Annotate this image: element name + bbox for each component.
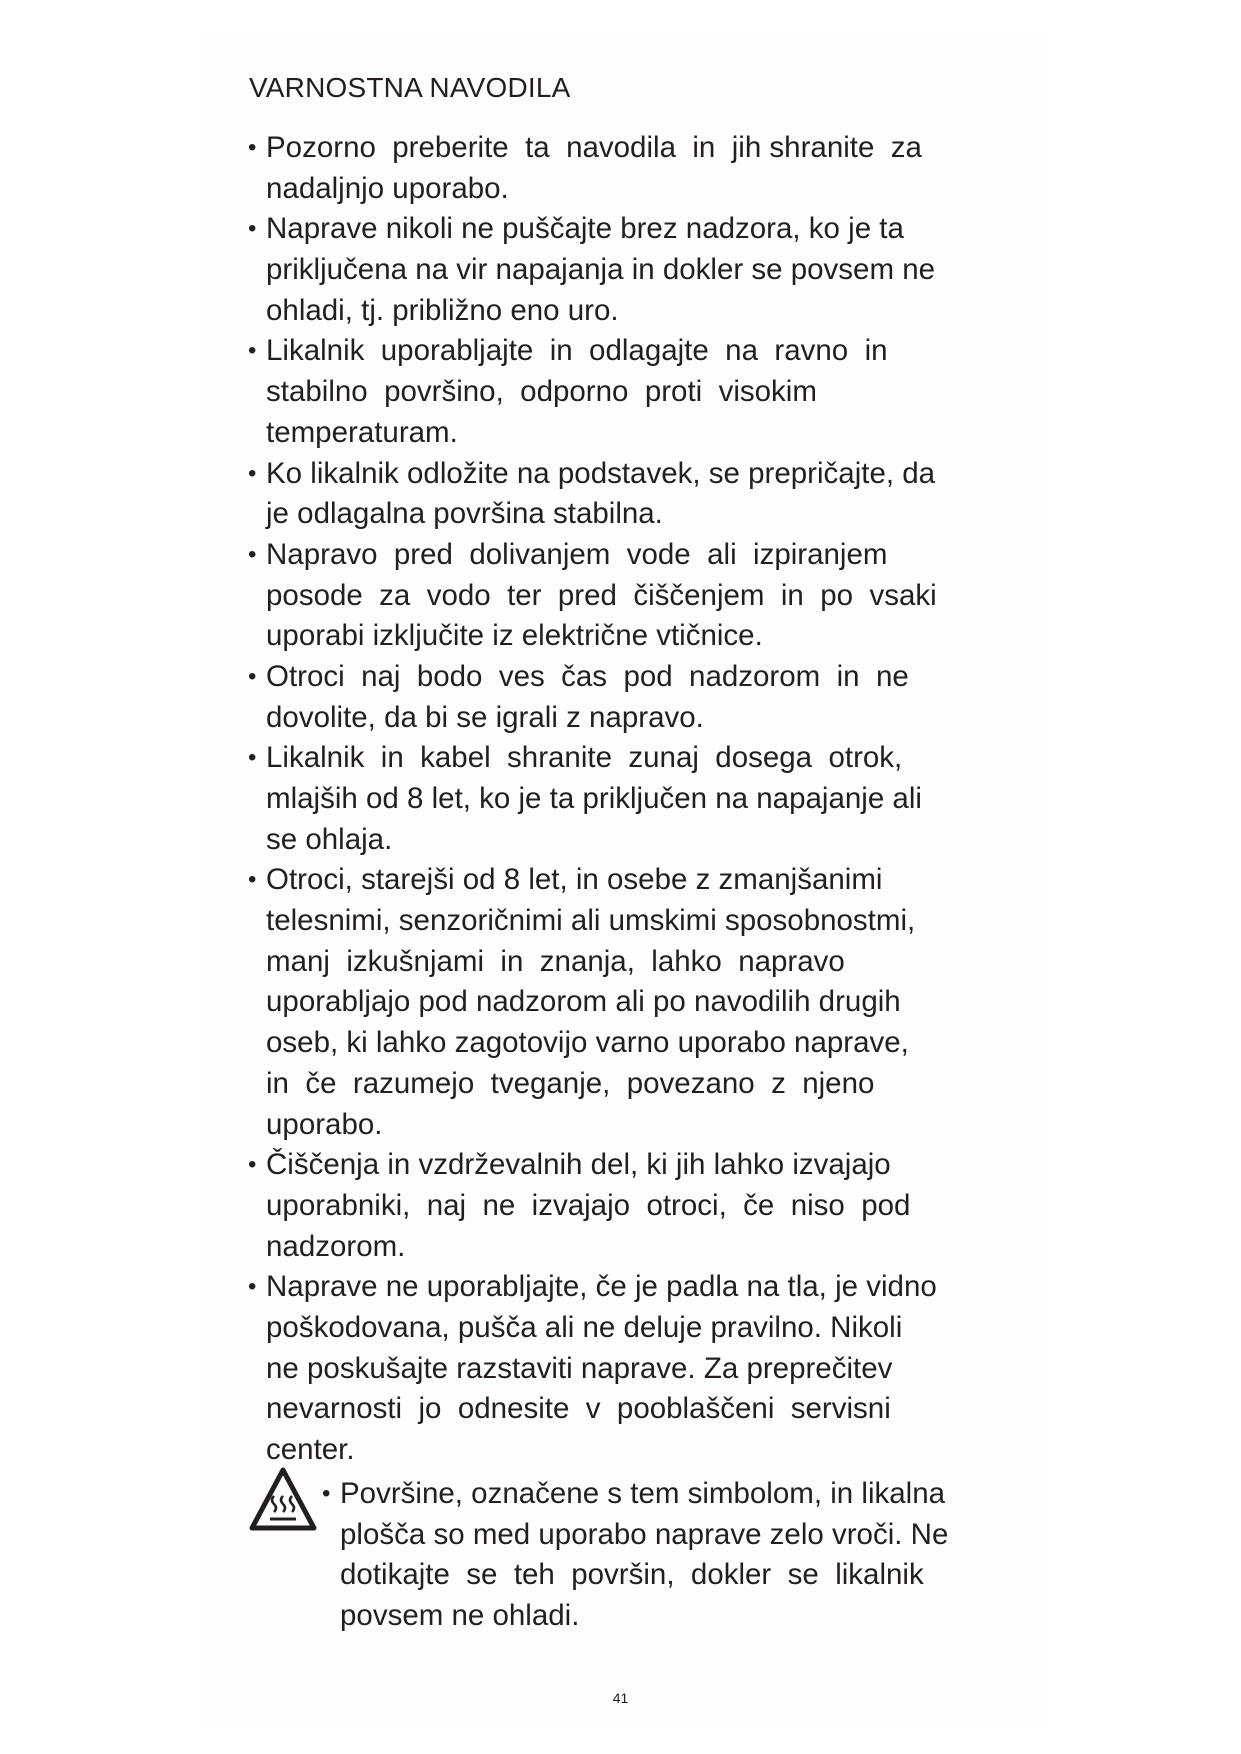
bullet: • [248, 1273, 257, 1301]
text-line: nadzorom. [266, 1229, 406, 1263]
bullet: • [248, 134, 257, 161]
page-title: VARNOSTNA NAVODILA [249, 72, 571, 103]
text-line: Likalnik uporabljajte in odlagajte na ravno in [266, 334, 888, 368]
text-line: plošča so med uporabo naprave zelo vroči. Ne [340, 1517, 949, 1551]
text-line: posode za vodo ter pred čiščenjem in po vsaki [266, 578, 937, 612]
bullet: • [248, 215, 257, 243]
bullet: • [322, 1480, 331, 1507]
text-line: manj izkušnjami in znanja, lahko napravo [266, 944, 845, 978]
bullet: • [248, 866, 257, 894]
list-item [248, 209, 1028, 331]
bullet: • [248, 540, 257, 568]
list-item [248, 128, 1028, 209]
safety-instructions-list [248, 128, 1028, 1471]
text-line: Likalnik in kabel shranite zunaj dosega otrok, [266, 741, 903, 775]
list-item [248, 860, 1028, 1145]
hot-surface-warning-icon [248, 1466, 318, 1534]
text-line: uporabljajo pod nadzorom ali po navodilih drugih [266, 985, 901, 1019]
text-line: in če razumejo tveganje, povezano z njeno [266, 1066, 875, 1100]
list-item [248, 738, 1028, 860]
text-line: povsem ne ohladi. [340, 1599, 580, 1633]
bullet: • [248, 1151, 257, 1179]
text-line: dotikajte se teh površin, dokler se likalnik [340, 1558, 924, 1592]
list-item [248, 331, 1028, 453]
text-line: je odlagalna površina stabilna. [266, 497, 663, 531]
text-line: uporabo. [266, 1107, 383, 1141]
text-line: se ohlaja. [266, 822, 393, 856]
text-line: oseb, ki lahko zagotovijo varno uporabo naprave, [266, 1026, 909, 1060]
text-line: uporabi izključite iz električne vtičnice. [266, 619, 763, 653]
list-item [248, 1145, 1028, 1267]
page-number: 41 [612, 1690, 629, 1706]
bullet: • [248, 337, 257, 365]
text-line: Ko likalnik odložite na podstavek, se prepričajte, da [266, 456, 936, 490]
text-line: priključena na vir napajanja in dokler se povsem ne [266, 253, 936, 287]
text-line: Otroci, starejši od 8 let, in osebe z zmanjšanimi [266, 863, 883, 897]
bullet: • [248, 459, 257, 487]
text-line: dovolite, da bi se igrali z napravo. [266, 700, 704, 734]
text-line: Naprave ne uporabljajte, če je padla na tla, je vidno [266, 1270, 937, 1304]
text-line: Čiščenja in vzdrževalnih del, ki jih lahko izvajajo [266, 1148, 891, 1182]
text-line: ne poskušajte razstaviti naprave. Za preprečitev [266, 1351, 893, 1385]
text-line: nevarnosti jo odnesite v pooblaščeni servisni [266, 1392, 891, 1426]
bullet: • [248, 662, 257, 690]
hot-surface-warning [248, 1474, 1048, 1644]
list-item [248, 1267, 1028, 1470]
text-line: center. [266, 1433, 355, 1466]
text-line: uporabniki, naj ne izvajajo otroci, če niso pod [266, 1188, 911, 1222]
text-line: mlajših od 8 let, ko je ta priključen na napajanje ali [266, 782, 922, 815]
text-line: poškodovana, pušča ali ne deluje pravilno. Nikoli [266, 1310, 903, 1344]
list-item [248, 657, 1028, 738]
bullet: • [248, 744, 257, 772]
text-line: telesnimi, senzoričnimi ali umskimi sposobnostmi, [266, 904, 916, 938]
text-line: Naprave nikoli ne puščajte brez nadzora, ko je ta [266, 212, 904, 246]
text-line: temperaturam. [266, 415, 458, 449]
text-line: Otroci naj bodo ves čas pod nadzorom in ne [266, 659, 909, 693]
text-line: stabilno površino, odporno proti visokim [266, 375, 817, 409]
list-item [248, 454, 1028, 535]
text-line: nadaljnjo uporabo. [266, 171, 509, 205]
text-line: ohladi, tj. približno eno uro. [266, 293, 619, 327]
text-line: Napravo pred dolivanjem vode ali izpiranjem [266, 537, 888, 571]
list-item [248, 535, 1028, 657]
text-line: Površine, označene s tem simbolom, in likalna [340, 1477, 946, 1510]
text-line: Pozorno preberite ta navodila in jih shranite za [266, 131, 922, 164]
list-item-warning [322, 1474, 948, 1637]
